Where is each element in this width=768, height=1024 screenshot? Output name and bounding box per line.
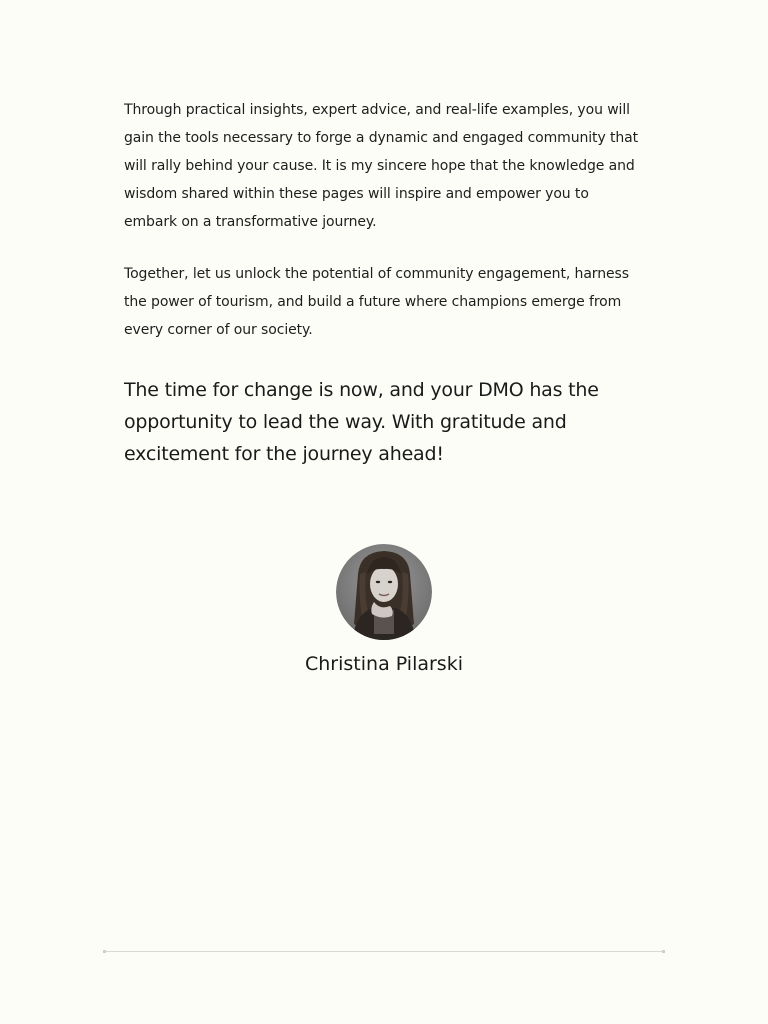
- signature-block: [0, 544, 768, 678]
- body-paragraph-2: Together, let us unlock the potential of community engagement, harness the power of tourism, and build a future where champions emerge from every corner of our society.: [124, 266, 629, 338]
- letter-body: [124, 96, 644, 470]
- author-portrait-icon: [336, 544, 432, 640]
- body-paragraph-1: Through practical insights, expert advice, and real-life examples, you will gain the tools necessary to forge a dynamic and engaged community that will rally behind your cause. It is my sincere hope that the knowledge and wisdom shared within these pages will inspire and empower you to embark on a transformative journey.: [124, 102, 639, 230]
- avatar: [336, 544, 432, 640]
- author-name: Christina Pilarski: [305, 653, 463, 675]
- closing-statement: The time for change is now, and your DMO has the opportunity to lead the way. With gratitude and excitement for the journey ahead!: [124, 379, 599, 465]
- footer-divider: [104, 951, 664, 952]
